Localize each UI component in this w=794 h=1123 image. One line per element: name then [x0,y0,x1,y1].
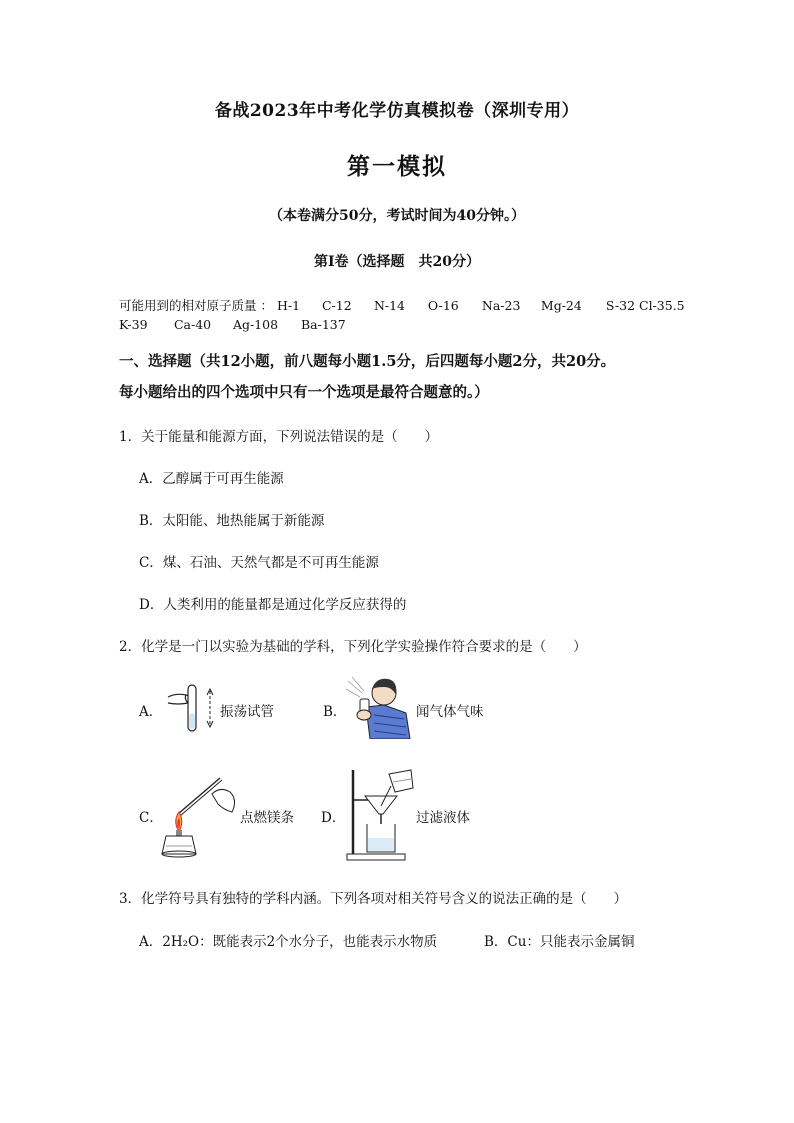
atomic-mass: H-1 [276,298,301,313]
atomic-mass: N-14 [373,298,406,313]
smelling-gas-icon [344,673,412,739]
atomic-mass: Mg-24 [540,298,582,313]
atomic-mass: Ba-137 [300,317,346,332]
section-heading-line-1: 一、选择题（共12小题，前八题每小题1.5分，后四题每小题2分，共20分。 [119,353,616,370]
atomic-mass: Na-23 [481,298,521,313]
igniting-magnesium-icon [160,770,240,858]
atomic-mass: Ag-108 [232,317,279,332]
question-3-option-b[interactable]: B．Cu：只能表示金属铜 [484,934,635,950]
question-2-option-c-letter[interactable]: C． [139,810,163,826]
question-1-option-a[interactable]: A．乙醇属于可再生能源 [139,471,284,487]
atomic-mass: O-16 [427,298,459,313]
part-heading: 第Ⅰ卷（选择题 共20分） [313,254,481,270]
exam-note: （本卷满分50分，考试时间为40分钟。） [269,208,525,224]
section-heading-line-2: 每小题给出的四个选项中只有一个选项是最符合题意的。） [119,384,489,401]
question-2-option-b-caption: 闻气体气味 [416,704,484,720]
atomic-mass: S-32 Cl-35.5 [605,298,685,313]
atomic-mass: Ca-40 [173,317,212,332]
exam-subtitle: 第一模拟 [347,153,447,180]
question-2-option-c-caption: 点燃镁条 [240,810,294,826]
exam-title: 备战2023年中考化学仿真模拟卷（深圳专用） [214,101,580,121]
question-2-option-d-letter[interactable]: D． [321,810,346,826]
question-3-option-a[interactable]: A．2H₂O：既能表示2个水分子，也能表示水物质 [139,934,438,950]
question-1-option-b[interactable]: B．太阳能、地热能属于新能源 [139,513,325,529]
shaking-test-tube-icon [164,683,220,735]
question-2-option-b-letter[interactable]: B． [323,704,347,720]
question-2-option-a-letter[interactable]: A． [139,704,163,720]
atomic-masses-row-1 [119,296,685,314]
question-3-stem: 3．化学符号具有独特的学科内涵。下列各项对相关符号含义的说法正确的是（ ） [119,891,628,907]
atomic-masses-row-2 [119,317,346,332]
atomic-mass: C-12 [321,298,352,313]
question-2-stem: 2．化学是一门以实验为基础的学科，下列化学实验操作符合要求的是（ ） [119,639,587,655]
question-1-option-c[interactable]: C．煤、石油、天然气都是不可再生能源 [139,555,379,571]
atomic-masses-label: 可能用到的相对原子质量 ： [119,298,273,313]
question-1-stem: 1．关于能量和能源方面，下列说法错误的是（ ） [119,429,439,445]
filtering-liquid-icon [345,766,417,862]
question-2-option-a-caption: 振荡试管 [220,704,274,720]
question-1-option-d[interactable]: D．人类利用的能量都是通过化学反应获得的 [139,597,407,613]
atomic-mass: K-39 [119,317,148,332]
question-2-option-d-caption: 过滤液体 [416,810,470,826]
